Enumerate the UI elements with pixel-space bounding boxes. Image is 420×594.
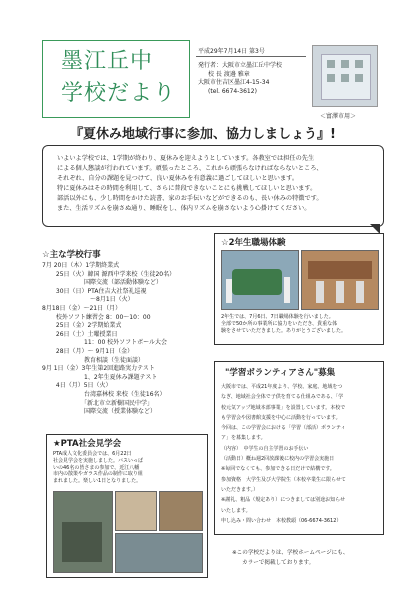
schedule-row: 9月 1日（金）3年生第2回進路実力テスト	[42, 365, 155, 373]
title-line-1: 墨江丘中	[61, 49, 154, 74]
intro-line: いよいよ学校では、1学期が終わり、夏休みを迎えようとしています。各教室では担任の先生	[57, 155, 315, 162]
schedule-row: 教育相談（生徒面談）	[42, 356, 145, 364]
volunteer-line: も学習会や図書館支援を中心に活動を行っています。	[221, 414, 341, 421]
intro-line: による個人懇談が行われています。頑張ったところ、これから頑張らなければならないところ、	[57, 165, 323, 172]
publisher-line: 発行者：大阪市立墨江丘中学校	[198, 62, 283, 69]
volunteer-line: 参加資格 大学生及び大学院生（本校卒業生に限らせて	[221, 476, 346, 483]
masthead-title-box	[42, 40, 190, 118]
schedule-section	[42, 248, 210, 417]
publisher-line: 大阪市住吉区墨江4-15-34	[198, 79, 270, 86]
intro-line: また、生活リズムを崩さぬ通り、睡眠をし、体内リズムを崩さないよう心掛けてください。	[57, 205, 311, 212]
volunteer-line: 申し込み・問い合わせ 本校教頭（06-6674-3612）	[221, 517, 342, 524]
intro-line: それぞれ、自分の課題を見つけて、良い夏休みを有意義に過ごしてほしいと思います。	[57, 175, 299, 182]
footer-line: カラーで掲載しております。	[242, 560, 315, 566]
pta-photo-3	[159, 491, 203, 531]
volunteer-line: ※毎回でなくても、参加できる日だけで結構です。	[221, 466, 335, 473]
schedule-row: 国際交流（授業体験など）	[42, 408, 157, 416]
work-experience-photo-1	[221, 250, 299, 310]
headline: 『夏休み地域行事に参加、協力しましょう』!	[70, 127, 336, 142]
schedule-row: 28日（月）〜 9月1日（金）	[42, 347, 134, 355]
volunteer-line: いただきます。）	[221, 486, 259, 493]
work-experience-line: 2年生では、7月6日、7日職場体験を行いました。	[221, 314, 334, 320]
schedule-row: 11：00 校外ソフトボール大会	[42, 339, 168, 347]
schedule-row: 26日（土）土曜授業日	[42, 330, 118, 338]
volunteer-heading: "学習ボランティアさん"募集	[225, 368, 336, 378]
school-building-photo	[312, 45, 378, 107]
intro-bubble	[42, 145, 384, 227]
volunteer-line: 大阪市では、平成21年度より、学校、家庭、地域をつ	[221, 384, 343, 390]
schedule-heading: ☆主な学校行事	[42, 250, 101, 260]
pta-box	[46, 434, 208, 578]
schedule-row: 台湾嘉林校 来校（生徒16名）	[42, 390, 166, 398]
schedule-row: 〜8月1日（火）	[42, 296, 134, 304]
schedule-list	[42, 262, 210, 417]
volunteer-line: ※謝礼、粗品（規定あり）につきましては別途お知らせ	[221, 497, 345, 504]
pta-line: 社会見学会を実施しました。バスいっぱ	[53, 457, 144, 464]
schedule-row: 1、2年生夏休み課題テスト	[42, 373, 158, 381]
volunteer-line: なぎ、地域社会全体で子供を育てる仕組みである、「学	[221, 394, 344, 401]
pta-line: いの46名の皆さまの参加で、近江八幡	[53, 464, 140, 471]
volunteer-line: ア」を募集します。	[221, 435, 266, 442]
work-experience-line: 験をさせていただきました。ありがとうございました。	[221, 327, 347, 334]
schedule-row: 25日（火）韓国 源西中学来校（生徒20名）	[42, 270, 176, 278]
pta-heading: ★PTA社会見学会	[53, 439, 122, 449]
issue-divider	[196, 56, 306, 57]
pta-photo-1	[53, 491, 113, 573]
pta-line: まれました。楽しい1日となりました。	[53, 478, 142, 485]
volunteer-line: （内容） 中学生の自主学習のお手伝い	[221, 445, 309, 452]
schedule-row: 国際交流（部活動体験など）	[42, 279, 163, 287]
photo-caption: ＜富澤市用＞	[320, 113, 357, 120]
footer-note	[232, 548, 382, 568]
publisher-block	[198, 62, 282, 96]
pta-text	[53, 451, 203, 485]
schedule-row: 8月18日（金）〜21日（月）	[42, 304, 122, 312]
work-experience-box	[214, 233, 384, 345]
work-experience-photo-2	[301, 250, 379, 310]
publisher-line: 校 長 渡邊 雅章	[208, 70, 250, 78]
work-experience-heading: ☆2年生職場体験	[221, 238, 286, 248]
work-experience-text	[221, 314, 379, 334]
work-experience-line: 全部で50か所の事業所に協力をいただき、貴重な体	[221, 320, 338, 327]
pta-line: PTA成人文化委員会では、6月22日	[53, 451, 132, 457]
footer-line: ※この学校だよりは、学校ホームページにも、	[232, 550, 349, 556]
intro-line: 特に夏休みはその時間を利用して、さらに普段できないことにも挑戦してほしいと思います。	[57, 185, 317, 192]
schedule-row: 4日（月）5日（火）	[42, 382, 112, 390]
pta-photo-4	[115, 533, 203, 573]
volunteer-line: いたします。	[221, 507, 251, 514]
volunteer-line: （活動日）概ね週2回放課後に校内の学習会実施日	[221, 456, 335, 463]
intro-line: 部活以外にも、少し時間をかけた読書、家のお手伝いなどができるのも、長い休みの特徴です。	[57, 195, 323, 202]
schedule-row: 25日（金）2学期始業式	[42, 322, 122, 330]
volunteer-text	[221, 382, 379, 526]
schedule-row: 30日（日）PTA住吉大社祭礼巡視	[42, 287, 147, 295]
title-line-2: 学校だより	[61, 81, 177, 106]
pta-line: 市内の散策やガラス作品の制作に取り組	[53, 471, 143, 478]
schedule-row: 校外ソフト練習会 8：00〜10：00	[42, 313, 151, 321]
schedule-row: 「新北市立新樹国民中学」	[42, 399, 154, 407]
publisher-line: (tel. 6674-3612)	[208, 87, 257, 95]
volunteer-box	[214, 361, 384, 535]
volunteer-line: 今回は、この学習会における「学習（部活）ボランティ	[221, 425, 346, 432]
issue-info: 平成29年7月14日 第3号	[198, 48, 265, 55]
intro-text	[57, 154, 375, 214]
pta-photo-2	[115, 491, 157, 531]
volunteer-line: 校元気アップ地域本部事業」を設置しています。本校で	[221, 404, 346, 411]
schedule-row: 7月 20日（木）1学期終業式	[42, 262, 120, 269]
